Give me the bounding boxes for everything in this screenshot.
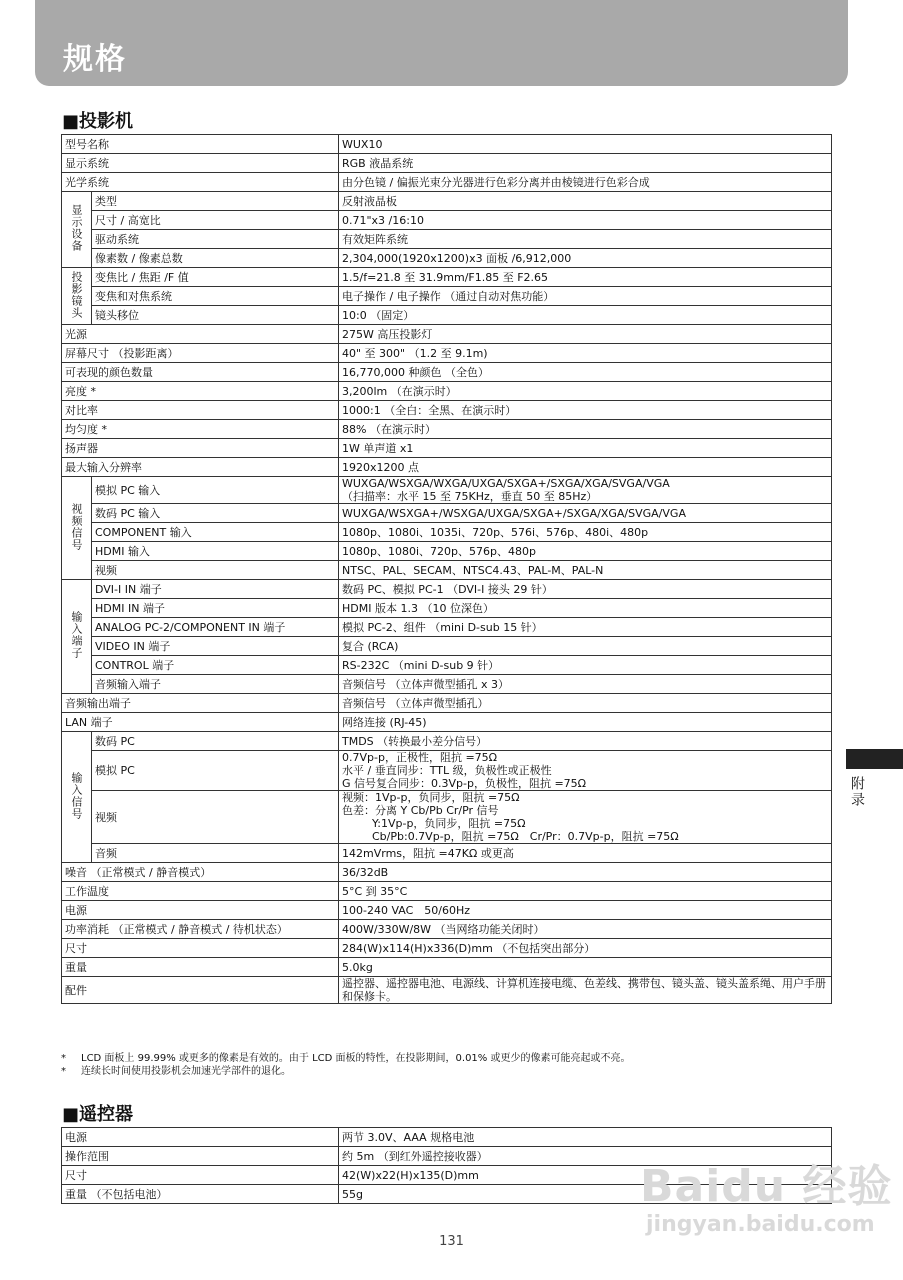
side-tab-marker (846, 749, 903, 769)
table-row: 光源 275W 高压投影灯 (62, 325, 832, 344)
watermark-logo: Baidu 经验 (640, 1161, 893, 1212)
table-row: 镜头移位 10:0 （固定） (62, 306, 832, 325)
group-label-video-signal: 视频信号 (62, 477, 92, 580)
group-label-input-terminals: 输入端子 (62, 580, 92, 694)
table-row: 电源 100-240 VAC 50/60Hz (62, 901, 832, 920)
table-row: 重量 5.0kg (62, 958, 832, 977)
page-number: 131 (439, 1234, 464, 1249)
table-row: 屏幕尺寸 （投影距离） 40" 至 300" （1.2 至 9.1m) (62, 344, 832, 363)
table-row: LAN 端子 网络连接 (RJ-45) (62, 713, 832, 732)
table-row: 输入信号 数码 PC TMDS （转换最小差分信号） (62, 732, 832, 751)
table-row: 数码 PC 输入 WUXGA/WSXGA+/WSXGA/UXGA/SXGA+/SXGA/XGA/SVGA/VGA (62, 504, 832, 523)
table-row: 噪音 （正常模式 / 静音模式） 36/32dB (62, 863, 832, 882)
table-row: 亮度 * 3,200lm （在演示时） (62, 382, 832, 401)
table-row: 视频 NTSC、PAL、SECAM、NTSC4.43、PAL-M、PAL-N (62, 561, 832, 580)
table-row: 尺寸 284(W)x114(H)x336(D)mm （不包括突出部分） (62, 939, 832, 958)
table-row: COMPONENT 输入 1080p、1080i、1035i、720p、576i、576p、480i、480p (62, 523, 832, 542)
table-row: ANALOG PC-2/COMPONENT IN 端子 模拟 PC-2、组件 （mini D-sub 15 针） (62, 618, 832, 637)
table-row: CONTROL 端子 RS-232C （mini D-sub 9 针） (62, 656, 832, 675)
table-row: HDMI IN 端子 HDMI 版本 1.3 （10 位深色） (62, 599, 832, 618)
table-row: VIDEO IN 端子 复合 (RCA) (62, 637, 832, 656)
table-row: 尺寸 / 高宽比 0.71"x3 /16:10 (62, 211, 832, 230)
table-row: 工作温度 5°C 到 35°C (62, 882, 832, 901)
table-row: 驱动系统 有效矩阵系统 (62, 230, 832, 249)
page-title: 规格 (63, 42, 127, 77)
table-row: 模拟 PC 0.7Vp-p，正极性，阻抗 =75Ω 水平 / 垂直同步：TTL 级，负极性或正极性 G 信号复合同步：0.3Vp-p，负极性，阻抗 =75Ω (62, 751, 832, 791)
table-row: 均匀度 * 88% （在演示时） (62, 420, 832, 439)
table-row: 变焦和对焦系统 电子操作 / 电子操作 （通过自动对焦功能） (62, 287, 832, 306)
table-row: HDMI 输入 1080p、1080i、720p、576p、480p (62, 542, 832, 561)
group-label-lens: 投影镜头 (62, 268, 92, 325)
footnote: * 连续长时间使用投影机会加速光学部件的退化。 (61, 1066, 291, 1077)
side-tab-label: 附录 (849, 776, 865, 808)
group-label-input-signal: 输入信号 (62, 732, 92, 863)
table-row: 音频输出端子 音频信号 （立体声微型插孔） (62, 694, 832, 713)
table-row: 像素数 / 像素总数 2,304,000(1920x1200)x3 面板 /6,912,000 (62, 249, 832, 268)
table-row: 视频信号 模拟 PC 输入 WUXGA/WSXGA/WXGA/UXGA/SXGA+/SXGA/XGA/SVGA/VGA （扫描率：水平 15 至 75KHz，垂直 50 至 85Hz） (62, 477, 832, 504)
table-row: 音频输入端子 音频信号 （立体声微型插孔 x 3） (62, 675, 832, 694)
table-row: 型号名称 WUX10 (62, 135, 832, 154)
table-row: 可表现的颜色数量 16,770,000 种颜色 （全色） (62, 363, 832, 382)
table-row: 操作范围 约 5m （到红外遥控接收器） (62, 1147, 832, 1166)
table-row: 尺寸 42(W)x22(H)x135(D)mm (62, 1166, 832, 1185)
page-header (35, 0, 848, 86)
table-row: 光学系统 由分色镜 / 偏振光束分光器进行色彩分离并由棱镜进行色彩合成 (62, 173, 832, 192)
table-row: 显示设备 类型 反射液晶板 (62, 192, 832, 211)
table-row: 音频 142mVrms，阻抗 =47KΩ 或更高 (62, 844, 832, 863)
table-row: 输入端子 DVI-I IN 端子 数码 PC、模拟 PC-1 （DVI-I 接头 29 针） (62, 580, 832, 599)
table-row: 视频 视频：1Vp-p，负同步，阻抗 =75Ω 色差：分离 Y Cb/Pb Cr/Pr 信号 Y:1Vp-p，负同步，阻抗 =75Ω Cb/Pb:0.7Vp-p，阻抗 =75Ω Cr/Pr：0.7Vp-p，阻抗 =75Ω (62, 791, 832, 844)
footnotes (61, 1052, 831, 1078)
table-row: 显示系统 RGB 液晶系统 (62, 154, 832, 173)
projector-spec-table (61, 134, 832, 1004)
table-row: 扬声器 1W 单声道 x1 (62, 439, 832, 458)
group-label-display-device: 显示设备 (62, 192, 92, 268)
table-row: 最大输入分辨率 1920x1200 点 (62, 458, 832, 477)
table-row: 投影镜头 变焦比 / 焦距 /F 值 1.5/f=21.8 至 31.9mm/F1.85 至 F2.65 (62, 268, 832, 287)
table-row: 对比率 1000:1 （全白：全黑、在演示时） (62, 401, 832, 420)
table-row: 电源 两节 3.0V、AAA 规格电池 (62, 1128, 832, 1147)
footnote: * LCD 面板上 99.99% 或更多的像素是有效的。由于 LCD 面板的特性，在投影期间，0.01% 或更少的像素可能亮起或不亮。 (61, 1053, 631, 1064)
table-row: 配件 遥控器、遥控器电池、电源线、计算机连接电缆、色差线、携带包、镜头盖、镜头盖系绳、用户手册和保修卡。 (62, 977, 832, 1004)
remote-heading: ■遥控器 (62, 1104, 134, 1125)
projector-heading: ■投影机 (62, 111, 134, 132)
watermark-url: jingyan.baidu.com (646, 1212, 875, 1237)
table-row: 重量 （不包括电池） 55g (62, 1185, 832, 1204)
table-row: 功率消耗 （正常模式 / 静音模式 / 待机状态） 400W/330W/8W （当网络功能关闭时） (62, 920, 832, 939)
